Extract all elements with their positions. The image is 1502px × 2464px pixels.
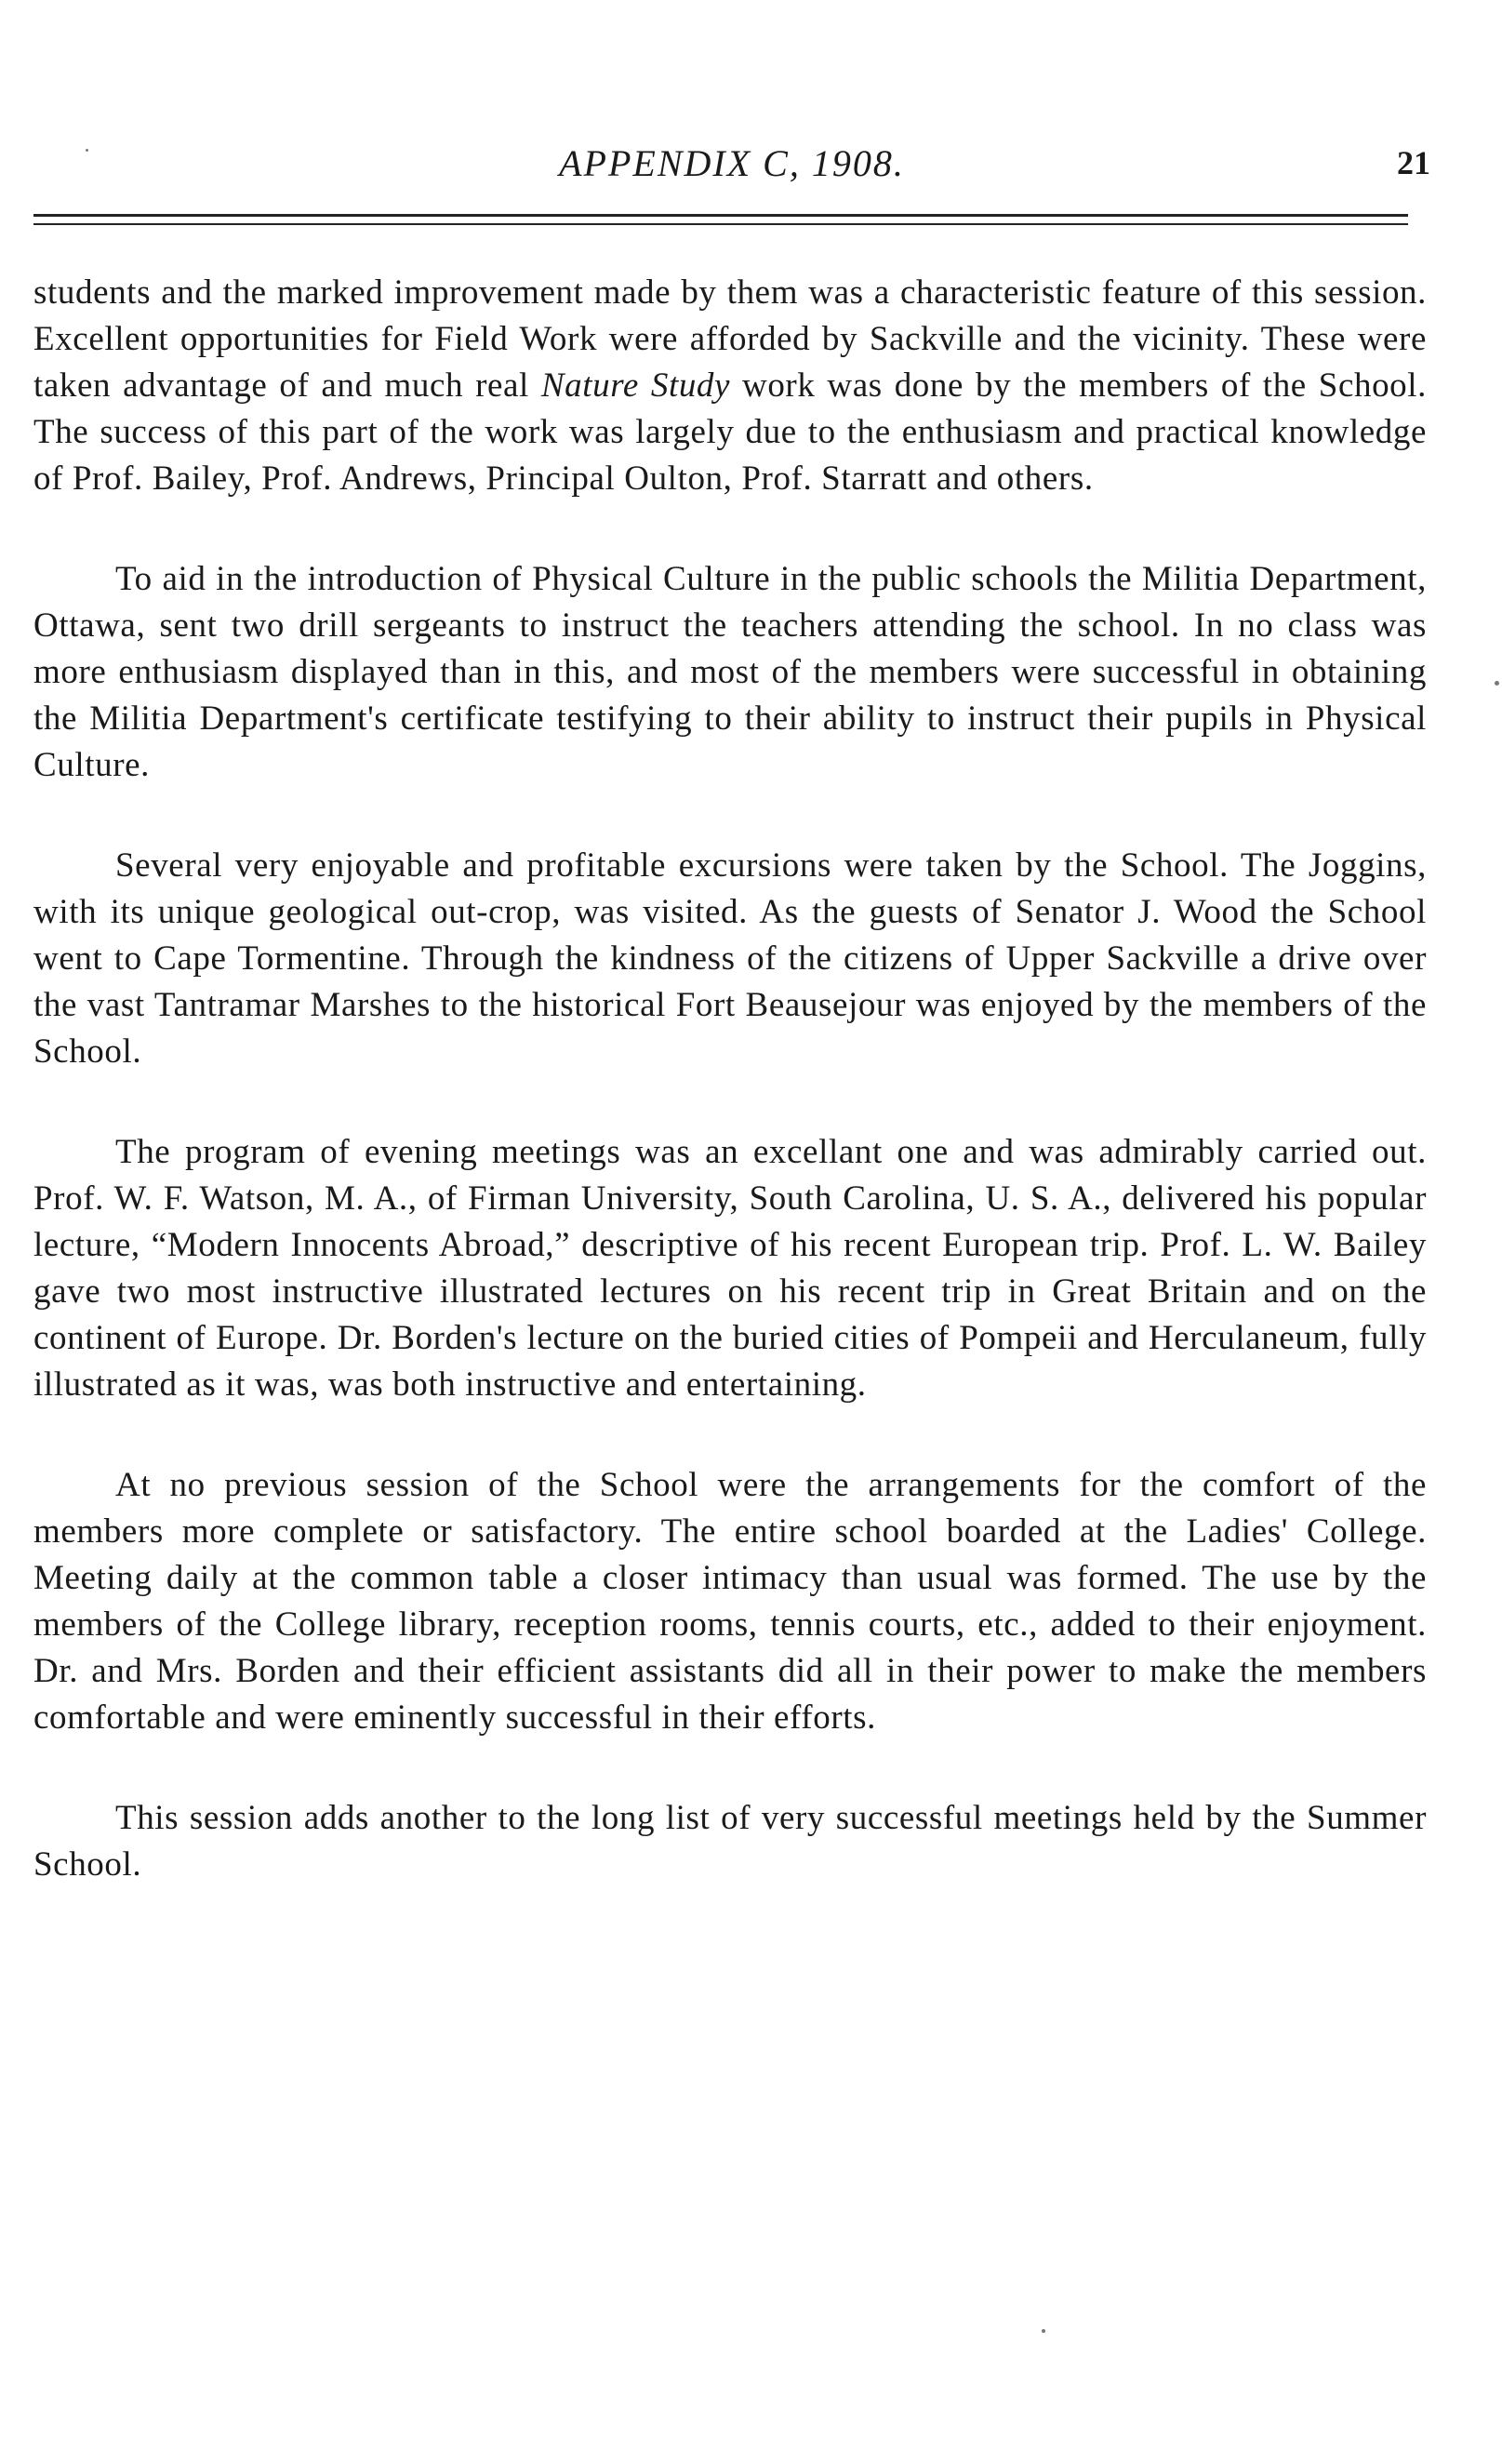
scan-speck — [86, 149, 88, 152]
paragraph-1 — [33, 270, 1427, 502]
paragraph-4: The program of evening meetings was an excellant one and was admirably carried out. Prof. W. F. Watson, M. A., of Firman University, South Carolina, U. S. A., delivered his popular lecture, “Modern Innocents Abroad,” descriptive of his recent European trip. Prof. L. W. Bailey gave two most instructive illustrated lectures on his recent trip in Great Britain and on the continent of Europe. Dr. Borden's lecture on the buried cities of Pompeii and Herculaneum, fully illustrated as it was, was both instructive and entertaining. — [33, 1133, 1427, 1404]
body-text — [33, 270, 1427, 1942]
running-title: APPENDIX C, 1908. — [559, 142, 905, 184]
paragraph-3: Several very enjoyable and profitable excursions were taken by the School. The Joggins, with its unique geological out-crop, was visited. As the guests of Senator J. Wood the School went to Cape Tormentine. Through the kindness of the citizens of Upper Sackville a drive over the vast Tantramar Marshes to the historical Fort Beausejour was enjoyed by the members of the School. — [33, 846, 1427, 1071]
paragraph-5: At no previous session of the School were the arrangements for the comfort of the members more complete or satisfactory. The entire school boarded at the Ladies' College. Meeting daily at the common table a closer intimacy than usual was formed. The use by the members of the College library, reception rooms, tennis courts, etc., added to their enjoyment. Dr. and Mrs. Borden and their efficient assistants did all in their power to make the members comfortable and were eminently successful in their efforts. — [33, 1466, 1427, 1737]
scan-speck — [1042, 2329, 1045, 2333]
paragraph-6: This session adds another to the long list of very successful meetings held by the Summer School. — [33, 1799, 1427, 1884]
paragraph-2: To aid in the introduction of Physical Culture in the public schools the Militia Department, Ottawa, sent two drill sergeants to instruct the teachers attending the school. In no class was more enthusiasm displayed than in this, and most of the members were successful in obtaining the Militia Department's certificate testifying to their ability to instruct their pupils in Physical Culture. — [33, 560, 1427, 784]
page-header — [33, 141, 1430, 197]
scan-speck — [1495, 681, 1499, 686]
header-rule-bottom — [33, 223, 1408, 225]
italic-nature-study: Nature Study — [540, 366, 731, 405]
paragraph-1-part-a: students and the marked improvement made by them was a characteristic feature of this session. Excellent opportunities for Field Work were afforded by Sackville and the vicinity. These were taken advantage of and much real — [33, 273, 1427, 405]
page-number: 21 — [1397, 144, 1430, 181]
paragraph-1-part-b: work was done by the members of the School. The success of this part of the work was largely due to the enthusiasm and practical knowledge of Prof. Bailey, Prof. Andrews, Principal Oulton, Prof. Starratt and others. — [33, 366, 1427, 498]
header-rule-top — [33, 214, 1408, 217]
